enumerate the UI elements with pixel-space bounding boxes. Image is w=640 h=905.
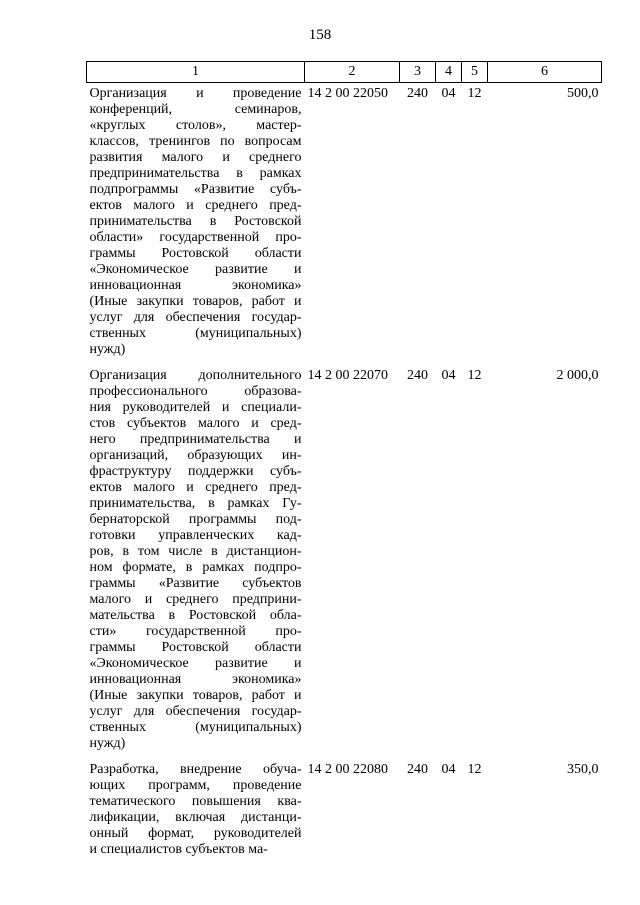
table-row [87,83,602,359]
row-pr: 12 [467,762,482,777]
row-vr: 240 [407,86,428,101]
row-code: 14 2 00 22070 [307,368,388,383]
description-line: «Экономическое развитие и [89,262,302,277]
description-line: области» государственной про- [89,230,302,245]
header-col-5: 5 [462,62,488,83]
description-line: граммы «Развитие субъектов [89,576,302,591]
description-line: классов, тренингов по вопросам [89,134,302,149]
description-line: ющих программ, проведение [89,778,302,793]
row-pr: 12 [467,86,482,101]
description-line: Организация и проведение [89,86,302,101]
description-line: инновационная экономика» [89,278,302,293]
description-line: услуг для обеспечения государ- [89,310,302,325]
description-line: ров, в том числе в дистанцион- [89,544,302,559]
row-name [87,752,305,858]
description-line: услуг для обеспечения государ- [89,704,302,719]
description-line: ния руководителей и специали- [89,400,302,415]
description-line: него предпринимательства и [89,432,302,447]
description-line: ственных (муниципальных) [89,720,302,735]
row-code: 14 2 00 22050 [307,86,388,101]
row-sum: 350,0 [567,762,599,777]
row-pr: 12 [467,368,482,383]
description-line: Разработка, внедрение обуча- [89,762,302,777]
row-rz: 04 [441,86,456,101]
description-line: тематического повышения ква- [89,794,302,809]
header-col-2: 2 [305,62,400,83]
description-line: сти» государственной про- [89,624,302,639]
description-line: развития малого и среднего [89,150,302,165]
description-line: подпрограммы «Развитие субъ- [89,182,302,197]
table-header [87,62,602,83]
description-line: мательства в Ростовской обла- [89,608,302,623]
description-line: организаций, образующих ин- [89,448,302,463]
description-line: онный формат, руководителей [89,826,302,841]
header-col-1: 1 [87,62,305,83]
description-line: ном формате, в рамках подпро- [89,560,302,575]
description-line: принимательства в Ростовской [89,214,302,229]
page-number: 158 [308,27,332,43]
description-line: ектов малого и среднего пред- [89,480,302,495]
description-line: профессионального образова- [89,384,302,399]
row-sum: 500,0 [567,86,599,101]
table-body [87,83,602,859]
header-col-4: 4 [436,62,462,83]
header-col-6: 6 [488,62,602,83]
description-line: Организация дополнительного [89,368,302,383]
description-line: и специалистов субъектов ма- [89,842,268,857]
description-line: лификации, включая дистанци- [89,810,302,825]
table-row [87,358,602,752]
row-rz: 04 [441,762,456,777]
description-line: готовки управленческих кад- [89,528,302,543]
description-line: малого и среднего предприни- [89,592,302,607]
budget-table [86,61,602,858]
description-line: бернаторской программы под- [89,512,302,527]
description-line: фраструктуру поддержки субъ- [89,464,302,479]
row-sum: 2 000,0 [556,368,599,383]
description-line: нужд) [89,736,126,751]
description-line: конференций, семинаров, [89,102,302,117]
description-line: «круглых столов», мастер- [89,118,302,133]
description-line: «Экономическое развитие и [89,656,302,671]
header-col-3: 3 [400,62,436,83]
description-line: (Иные закупки товаров, работ и [89,688,302,703]
description-line: (Иные закупки товаров, работ и [89,294,302,309]
table-row [87,752,602,858]
description-line: инновационная экономика» [89,672,302,687]
row-vr: 240 [407,368,428,383]
header-row [87,62,602,83]
description-line: стов субъектов малого и сред- [89,416,302,431]
row-name [87,358,305,752]
row-name [87,83,305,359]
description-line: принимательства, в рамках Гу- [89,496,302,511]
row-vr: 240 [407,762,428,777]
description-line: нужд) [89,342,126,357]
description-line: ственных (муниципальных) [89,326,302,341]
description-line: граммы Ростовской области [89,640,302,655]
description-line: предпринимательства в рамках [89,166,302,181]
description-line: ектов малого и среднего пред- [89,198,302,213]
row-code: 14 2 00 22080 [307,762,388,777]
description-line: граммы Ростовской области [89,246,302,261]
row-rz: 04 [441,368,456,383]
